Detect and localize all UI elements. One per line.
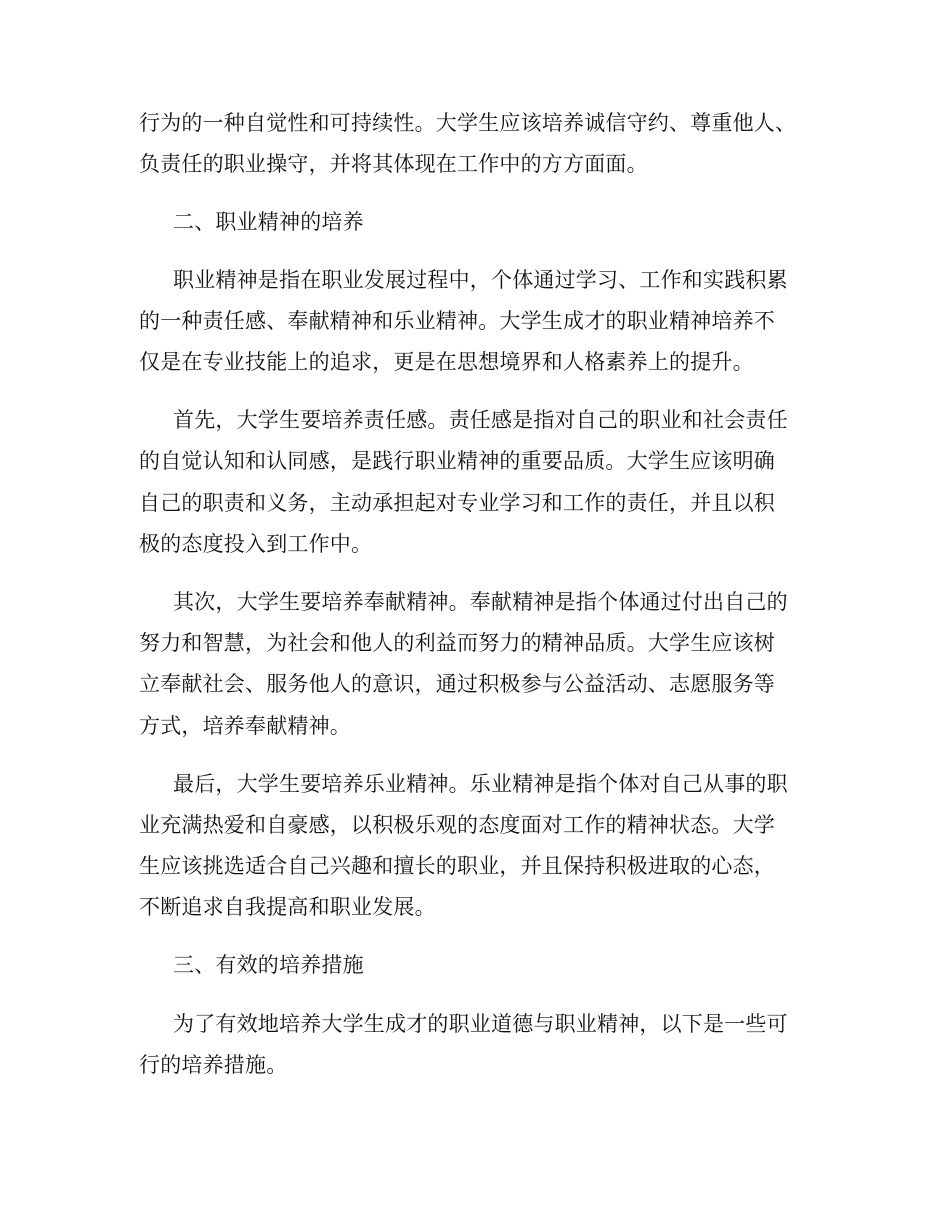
text-line: 极的态度投入到工作中。 <box>139 532 373 556</box>
text-line: 行的培养措施。 <box>139 1053 288 1077</box>
section-heading: 二、职业精神的培养 <box>173 210 364 234</box>
text-line: 行为的一种自觉性和可持续性。大学生应该培养诚信守约、尊重他人、 <box>139 111 797 135</box>
text-line: 不断追求自我提高和职业发展。 <box>139 895 436 919</box>
text-line: 的自觉认知和认同感，是践行职业精神的重要品质。大学生应该明确 <box>139 449 775 473</box>
text-line: 自己的职责和义务，主动承担起对专业学习和工作的责任，并且以积 <box>139 491 775 515</box>
text-line: 方式，培养奉献精神。 <box>139 714 351 738</box>
text-line: 负责任的职业操守，并将其体现在工作中的方方面面。 <box>139 152 648 176</box>
text-line: 最后，大学生要培养乐业精神。乐业精神是指个体对自己从事的职 <box>173 772 788 796</box>
text-line: 的一种责任感、奉献精神和乐业精神。大学生成才的职业精神培养不 <box>139 309 775 333</box>
text-line: 其次，大学生要培养奉献精神。奉献精神是指个体通过付出自己的 <box>173 590 788 614</box>
section-heading: 三、有效的培养措施 <box>173 953 364 977</box>
text-line: 仅是在专业技能上的追求，更是在思想境界和人格素养上的提升。 <box>139 350 754 374</box>
text-line: 立奉献社会、服务他人的意识，通过积极参与公益活动、志愿服务等 <box>139 672 775 696</box>
text-line: 首先，大学生要培养责任感。责任感是指对自己的职业和社会责任 <box>173 408 788 432</box>
text-line: 为了有效地培养大学生成才的职业道德与职业精神，以下是一些可 <box>173 1012 788 1036</box>
text-line: 业充满热爱和自豪感，以积极乐观的态度面对工作的精神状态。大学 <box>139 813 775 837</box>
text-line: 生应该挑选适合自己兴趣和擅长的职业，并且保持积极进取的心态， <box>139 854 775 878</box>
text-line: 努力和智慧，为社会和他人的利益而努力的精神品质。大学生应该树 <box>139 631 775 655</box>
text-line: 职业精神是指在职业发展过程中，个体通过学习、工作和实践积累 <box>173 268 788 292</box>
